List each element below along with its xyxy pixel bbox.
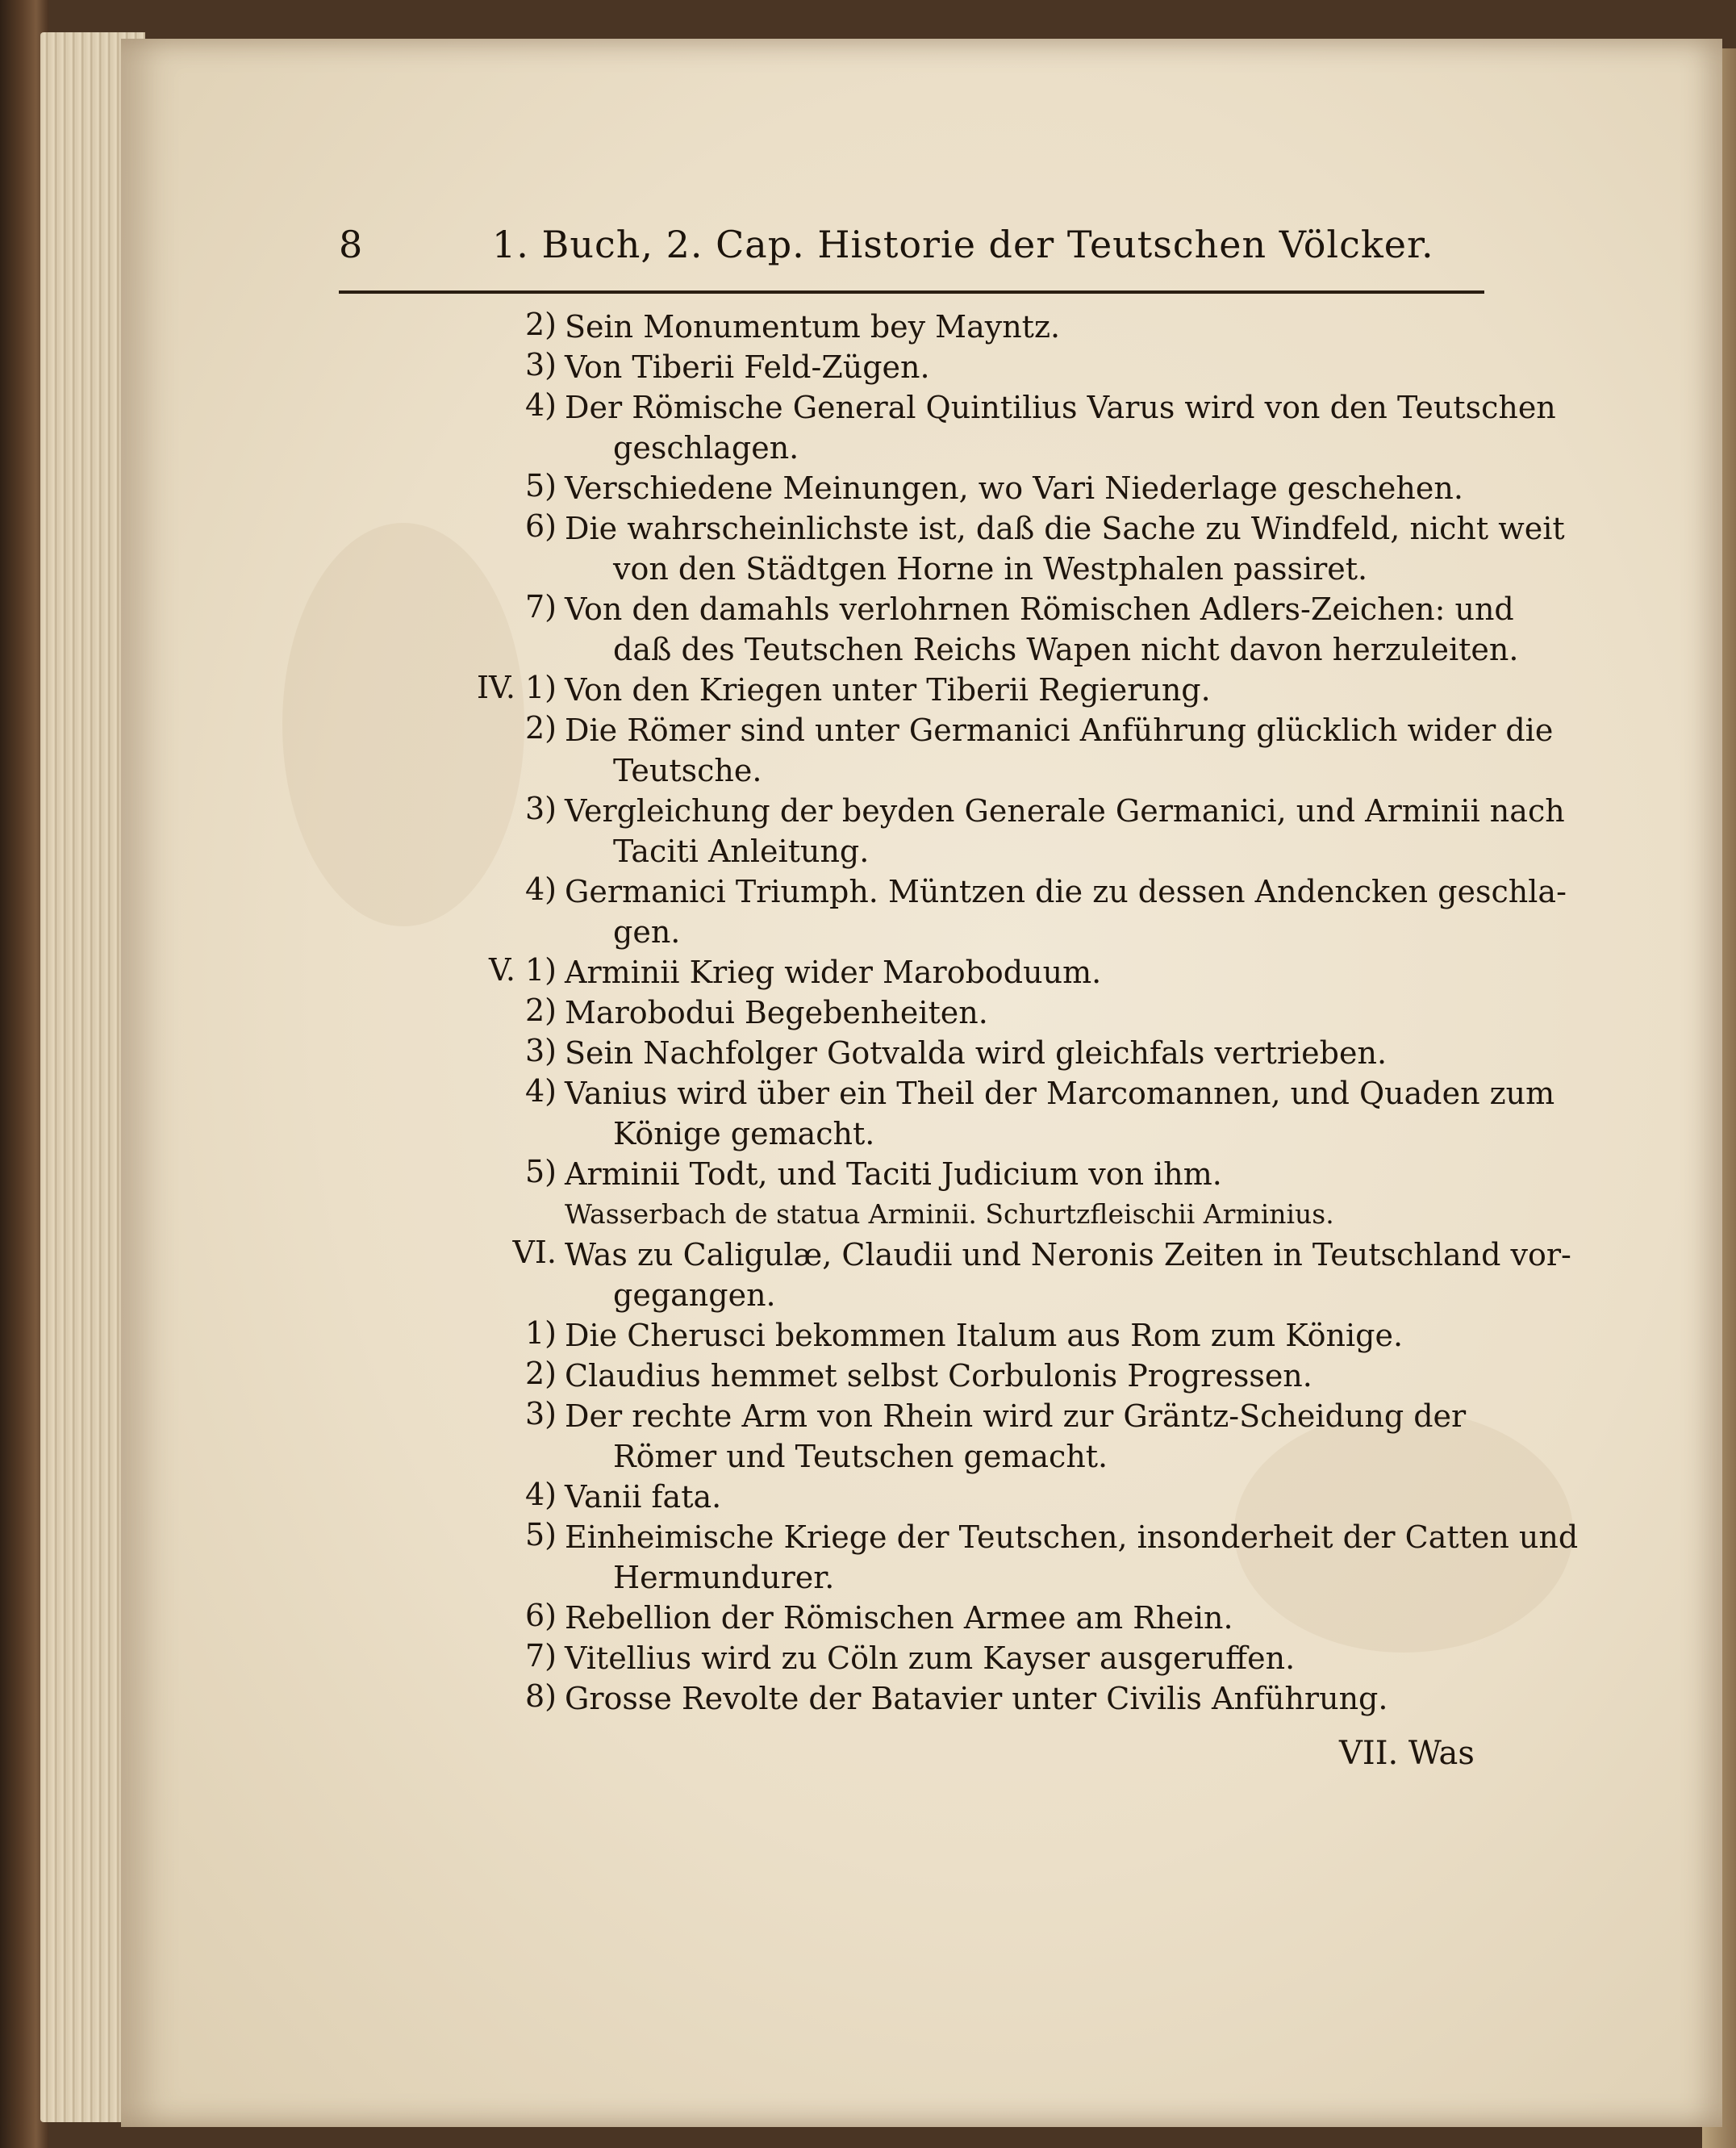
item-number: 3) [524, 347, 557, 382]
list-item [452, 1033, 1581, 1073]
list-item [452, 871, 1581, 952]
list-item [452, 468, 1581, 508]
list-item [452, 1315, 1581, 1356]
item-text-line: Grosse Revolte der Batavier unter Civilis Anführung. [565, 1681, 1388, 1716]
item-text-line: Von Tiberii Feld-Zügen. [565, 349, 930, 385]
item-number: 5) [524, 468, 557, 504]
item-number: 7) [524, 1638, 557, 1674]
item-number: 2) [524, 1356, 557, 1391]
catchword: VII. Was [1339, 1735, 1475, 1772]
item-text-line: Wasserbach de statua Arminii. Schurtzfleischii Arminius. [565, 1198, 1334, 1230]
item-text-line: Sein Monumentum bey Mayntz. [565, 309, 1061, 345]
item-text-line: daß des Teutschen Reichs Wapen nicht davon herzuleiten. [613, 632, 1519, 667]
item-text-line: Vanii fata. [565, 1479, 722, 1515]
item-text-line: Was zu Caligulæ, Claudii und Neronis Zeiten in Teutschland vor- [565, 1237, 1571, 1273]
item-text-line: Taciti Anleitung. [613, 834, 870, 869]
item-text-line: Der Römische General Quintilius Varus wird von den Teutschen [565, 390, 1556, 425]
list-item [452, 1598, 1581, 1638]
item-number: 8) [524, 1678, 557, 1714]
item-number: 1) [524, 1315, 557, 1351]
item-number: 3) [524, 1396, 557, 1431]
list-item [452, 1477, 1581, 1517]
item-number: IV. 1) [477, 670, 557, 705]
item-text-line: Von den damahls verlohrnen Römischen Adlers-Zeichen: und [565, 591, 1514, 627]
list-item [452, 1678, 1581, 1719]
item-number: 4) [524, 1477, 557, 1512]
item-number: 3) [524, 1033, 557, 1068]
item-number: 6) [524, 508, 557, 544]
item-number: 2) [524, 710, 557, 746]
header-rule [339, 290, 1484, 294]
item-number: 6) [524, 1598, 557, 1633]
item-text-line: Die Cherusci bekommen Italum aus Rom zum Könige. [565, 1318, 1404, 1353]
item-number: 7) [524, 589, 557, 625]
item-number: 4) [524, 871, 557, 907]
list-item [452, 1235, 1581, 1315]
list-item [452, 1517, 1581, 1598]
list-item [452, 1638, 1581, 1678]
page-header [339, 216, 1500, 281]
list-item [452, 1356, 1581, 1396]
item-number: 5) [524, 1517, 557, 1552]
item-number: 4) [524, 387, 557, 423]
item-number: 5) [524, 1154, 557, 1189]
item-text-line: Vitellius wird zu Cöln zum Kayser ausgeruffen. [565, 1640, 1296, 1676]
item-text-line: Arminii Krieg wider Maroboduum. [565, 955, 1102, 990]
item-number: 2) [524, 993, 557, 1028]
item-text-line: Römer und Teutschen gemacht. [613, 1439, 1108, 1474]
reference-note [452, 1194, 1581, 1235]
item-number: V. 1) [489, 952, 557, 988]
table-of-contents-list [452, 307, 1581, 1719]
list-item [452, 508, 1581, 589]
list-item [452, 791, 1581, 871]
item-text-line: Die Römer sind unter Germanici Anführung glücklich wider die [565, 713, 1554, 748]
item-text-line: gegangen. [613, 1277, 776, 1313]
item-text-line: von den Städtgen Horne in Westphalen passiret. [613, 551, 1368, 587]
list-item [452, 589, 1581, 670]
item-text-line: Marobodui Begebenheiten. [565, 995, 988, 1030]
list-item [452, 1073, 1581, 1154]
list-item [452, 670, 1581, 710]
list-item [452, 347, 1581, 387]
item-text-line: Könige gemacht. [613, 1116, 875, 1151]
item-text-line: Einheimische Kriege der Teutschen, insonderheit der Catten und [565, 1519, 1579, 1555]
item-number: 3) [524, 791, 557, 826]
list-item [452, 307, 1581, 347]
item-text-line: gen. [613, 914, 681, 950]
list-item [452, 387, 1581, 468]
item-text-line: Germanici Triumph. Müntzen die zu dessen Andencken geschla- [565, 874, 1567, 909]
list-item [452, 952, 1581, 993]
item-text-line: Verschiedene Meinungen, wo Vari Niederlage geschehen. [565, 470, 1463, 506]
item-text-line: Vergleichung der beyden Generale Germanici, und Arminii nach [565, 793, 1565, 829]
item-text-line: geschlagen. [613, 430, 799, 466]
item-number: 2) [524, 307, 557, 342]
item-text-line: Der rechte Arm von Rhein wird zur Gräntz-Scheidung der [565, 1398, 1467, 1434]
item-text-line: Von den Kriegen unter Tiberii Regierung. [565, 672, 1211, 708]
list-item [452, 710, 1581, 791]
item-text-line: Sein Nachfolger Gotvalda wird gleichfals vertrieben. [565, 1035, 1388, 1071]
item-text-line: Teutsche. [613, 753, 762, 788]
list-item [452, 1396, 1581, 1477]
list-item [452, 1154, 1581, 1194]
item-text-line: Claudius hemmet selbst Corbulonis Progressen. [565, 1358, 1312, 1394]
item-number: VI. [512, 1235, 557, 1270]
item-text-line: Die wahrscheinlichste ist, daß die Sache zu Windfeld, nicht weit [565, 511, 1565, 546]
running-head: 1. Buch, 2. Cap. Historie der Teutschen Völcker. [492, 223, 1434, 266]
item-number: 4) [524, 1073, 557, 1109]
item-text-line: Rebellion der Römischen Armee am Rhein. [565, 1600, 1233, 1636]
list-item [452, 993, 1581, 1033]
item-text-line: Hermundurer. [613, 1560, 835, 1595]
item-text-line: Vanius wird über ein Theil der Marcomannen, und Quaden zum [565, 1076, 1555, 1111]
item-text-line: Arminii Todt, und Taciti Judicium von ihm. [565, 1156, 1222, 1192]
page-number: 8 [339, 223, 363, 266]
